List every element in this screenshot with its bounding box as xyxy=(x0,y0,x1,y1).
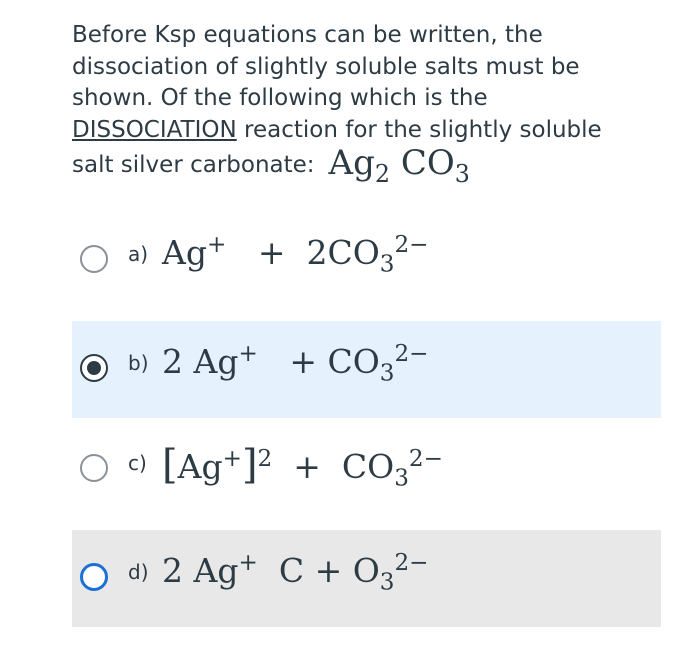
answer-option-a[interactable] xyxy=(72,212,661,309)
radio-button[interactable] xyxy=(80,245,108,273)
question-line: shown. Of the following which is the xyxy=(72,85,488,111)
question-line: salt silver carbonate: $Ag_2$ $CO_3$ xyxy=(72,143,470,188)
option-letter: a) xyxy=(128,242,149,266)
radio-button-selected[interactable] xyxy=(80,354,108,382)
answer-option-d[interactable] xyxy=(72,530,661,627)
question-text xyxy=(72,20,672,188)
option-formula: Ag+ + $2CO_3^{2-}$ xyxy=(162,232,429,278)
option-formula: 2 Ag+ $C + O_3^{2-}$ xyxy=(162,550,429,596)
option-letter: d) xyxy=(128,560,149,584)
question-line: dissociation of slightly soluble salts must be xyxy=(72,53,580,80)
radio-button[interactable] xyxy=(80,454,108,482)
option-formula: $[Ag^+]^2 + CO_3^{2-}$ xyxy=(162,442,443,492)
question-line: DISSOCIATION reaction for the slightly soluble xyxy=(72,116,602,143)
radio-button-focused[interactable] xyxy=(80,563,108,591)
option-formula: 2 Ag+ + $CO_3^{2-}$ xyxy=(162,341,429,387)
answer-option-c[interactable] xyxy=(72,421,661,518)
silver-carbonate-formula: $Ag_2$ $CO_3$ xyxy=(328,143,470,188)
option-letter: c) xyxy=(128,451,147,475)
question-line: Before Ksp equations can be written, the xyxy=(72,22,543,48)
answer-option-b[interactable] xyxy=(72,321,661,418)
underlined-keyword: DISSOCIATION xyxy=(72,116,237,143)
option-letter: b) xyxy=(128,351,149,375)
